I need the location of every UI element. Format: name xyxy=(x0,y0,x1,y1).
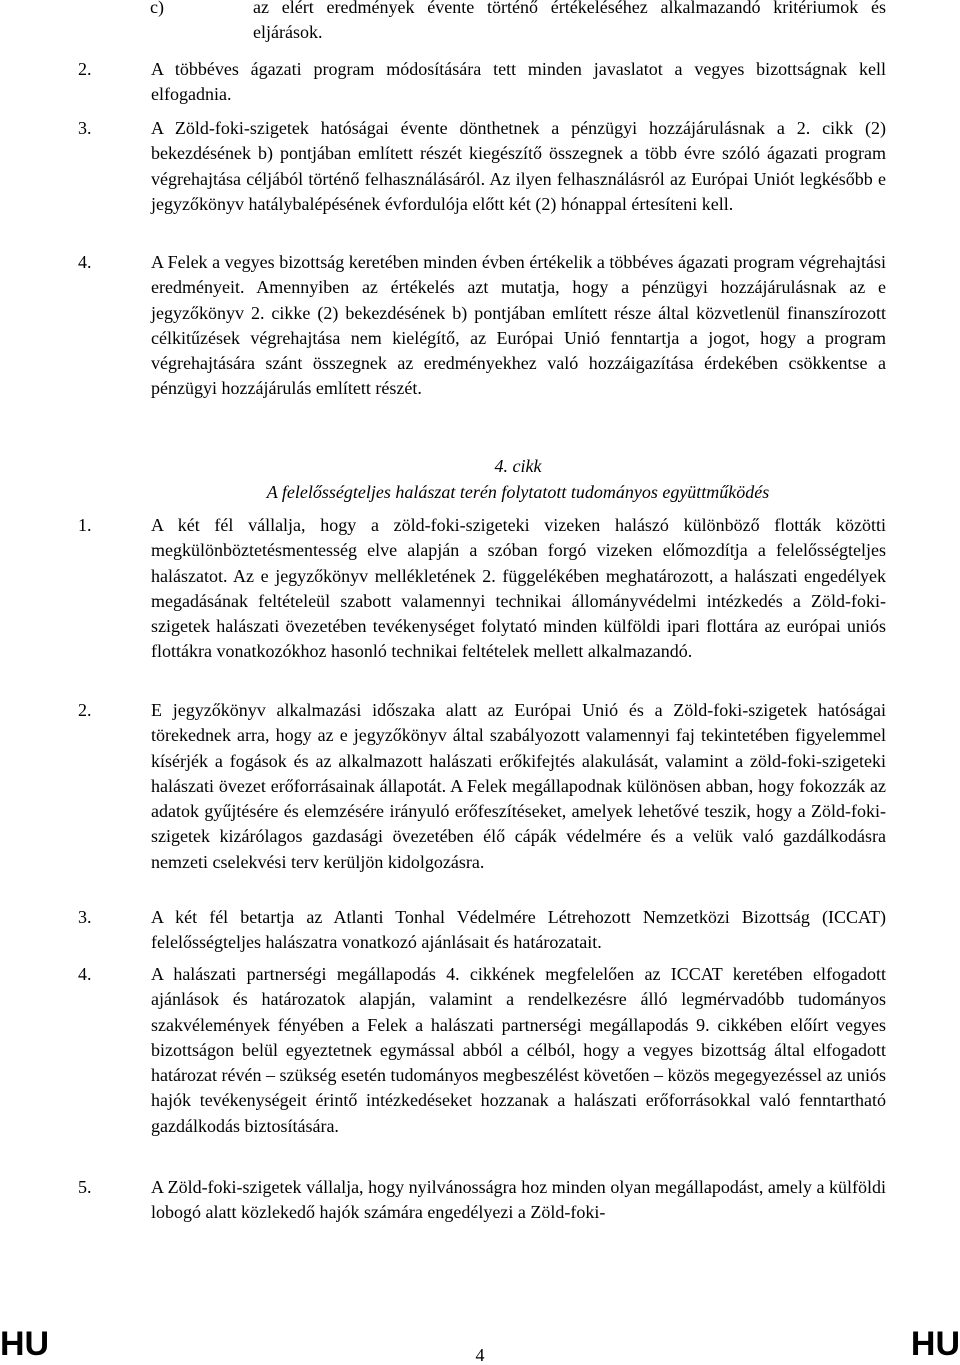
item-number: c) xyxy=(150,0,164,17)
list-item-2-top xyxy=(78,57,886,108)
item-number: 1. xyxy=(78,515,92,535)
item-text: E jegyzőkönyv alkalmazási időszaka alatt az Európai Unió és a Zöld-foki-szigetek hatóságai törekednek arra, hogy az e jegyzőkönyv által szabályozott valamennyi faj tekintetében figyelemmel kísérjék a fogások és az alkalmazott halászati erőkifejtés alakulását, valamint a zöld-foki-szigeteki halászati övezet erőforrásainak állapotát. A Felek megállapodnak különösen abban, hogy fokozzák az adatok gyűjtésére és elemzésére irányuló erőfeszítéseket, amelyek lehetővé teszik, hogy a Zöld-foki-szigetek kizárólagos gazdasági övezetében élő cápák védelmére és a velük való gazdálkodásra nemzeti cselekvési terv kerüljön kidolgozásra. xyxy=(151,700,886,872)
list-item-3 xyxy=(78,905,886,956)
page-number: 4 xyxy=(475,1345,485,1365)
item-text: A Zöld-foki-szigetek hatóságai évente dönthetnek a pénzügyi hozzájárulásnak a 2. cikk (2) bekezdésének b) pontjában említett részét kiegészítő összegnek a több évre szóló ágazati program végrehajtása céljából történő felhasználásáról. Az ilyen felhasználásról az Európai Uniót legkésőbb e jegyzőkönyv hatálybalépésének évfordulója előtt két (2) hónappal értesíteni kell. xyxy=(151,118,886,214)
item-number: 2. xyxy=(78,59,92,79)
item-number: 3. xyxy=(78,907,92,927)
list-item-3-top xyxy=(78,116,886,217)
list-item-4 xyxy=(78,962,886,1139)
item-number: 2. xyxy=(78,700,92,720)
item-text: A többéves ágazati program módosítására tett minden javaslatot a vegyes bizottságnak kell elfogadnia. xyxy=(151,59,886,105)
item-number: 3. xyxy=(78,118,92,138)
list-item-2 xyxy=(78,698,886,875)
item-number: 4. xyxy=(78,964,92,984)
list-item-1 xyxy=(78,513,886,665)
item-text: A Felek a vegyes bizottság keretében minden évben értékelik a többéves ágazati program végrehajtási eredményeit. Amennyiben az értékelés azt mutatja, hogy a pénzügyi hozzájárulásnak az e jegyzőkönyv 2. cikke (2) bekezdésének b) pontjában említett része által közvetlenül finanszírozott célkitűzések végrehajtása nem kielégítő, az Európai Unió fenntartja a jogot, hogy a program végrehajtására szánt összegnek az eredményekhez való hozzáigazítása érdekében csökkentse a pénzügyi hozzájárulás említett részét. xyxy=(151,252,886,399)
list-item-5 xyxy=(78,1175,886,1226)
article-title: A felelősségteljes halászat terén folytatott tudományos együttműködés xyxy=(266,482,770,502)
item-text: A halászati partnerségi megállapodás 4. cikkének megfelelően az ICCAT keretében elfogadott ajánlások és határozatok alapján, valamint a rendelkezésre álló legmérvadóbb tudományos szakvélemények fényében a Felek a halászati partnerségi megállapodás 9. cikkében előírt vegyes bizottságon belül egyeztetnek egymással abból a célból, hogy a vegyes bizottság által elfogadott határozat révén – szükség esetén tudományos megbeszélést követően – közös megegyezéssel az uniós hajók tevékenységeit érintő intézkedéseket hozzanak a halászati erőforrásokkal való fenntartható gazdálkodás biztosítására. xyxy=(151,964,886,1136)
footer-language-left: HU xyxy=(0,1325,50,1363)
item-text: A Zöld-foki-szigetek vállalja, hogy nyilvánosságra hoz minden olyan megállapodást, amely a külföldi lobogó alatt közlekedő hajók számára engedélyezi a Zöld-foki- xyxy=(151,1177,886,1223)
list-item-4-top xyxy=(78,250,886,402)
item-number: 5. xyxy=(78,1177,92,1197)
item-number: 4. xyxy=(78,252,92,272)
list-item-c xyxy=(150,0,886,46)
article-number: 4. cikk xyxy=(494,456,542,476)
item-text: az elért eredmények évente történő értékeléséhez alkalmazandó kritériumok és eljárások. xyxy=(253,0,886,43)
item-text: A két fél vállalja, hogy a zöld-foki-szigeteki vizeken halászó különböző flották közötti megkülönböztetésmentesség elve alapján a szóban forgó vizeken előmozdítja a felelősségteljes halászatot. Az e jegyzőkönyv mellékletének 2. függelékében meghatározott, a halászati engedélyek megadásának feltételeül szabott valamennyi technikai állományvédelmi intézkedés a Zöld-foki-szigetek halászati övezetében tevékenységet folytató minden külföldi ipari flottára az európai uniós flottákra vonatkozókhoz hasonló technikai feltételek mellett alkalmazandó. xyxy=(151,515,886,662)
item-text: A két fél betartja az Atlanti Tonhal Védelmére Létrehozott Nemzetközi Bizottság (ICCAT) felelősségteljes halászatra vonatkozó ajánlásait és határozatait. xyxy=(151,907,886,953)
footer-language-right: HU xyxy=(910,1325,960,1363)
